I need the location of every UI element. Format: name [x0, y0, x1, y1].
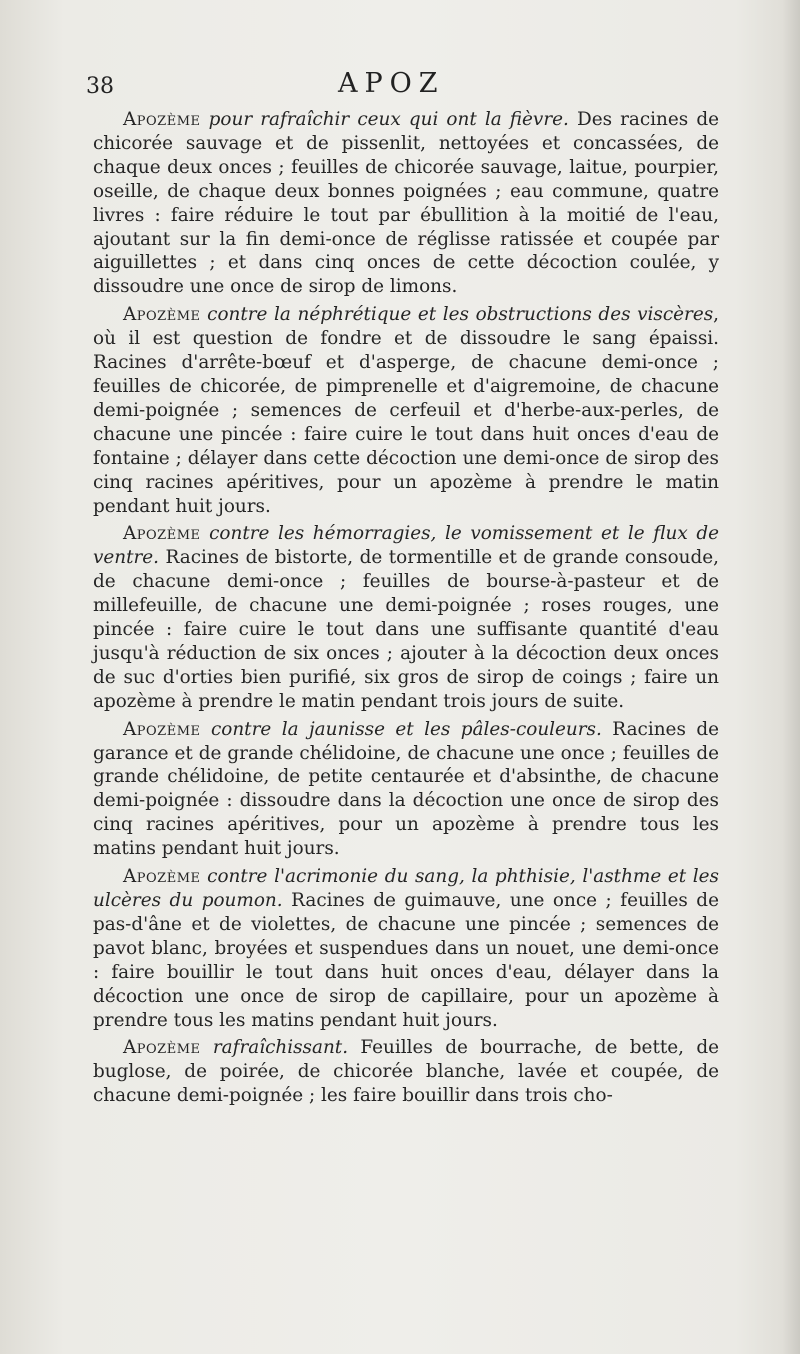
- entry-head-word: Apozème: [123, 866, 201, 888]
- entry-body: Racines de guimauve, une once ; feuilles de pas-d'âne et de violettes, de chacune une pincée ; semences de pavot blanc, broyées et suspendues dans un nouet, une demi-once : faire bouillir le tout dans huit onces d'eau, délayer dans la décoction une once de sirop de capillaire, pour un apozème à prendre tous les matins pendant huit jours.: [93, 890, 719, 1031]
- entry-body: Feuilles de bourrache, de bette, de buglose, de poirée, de chicorée blanche, lavée et coupée, de chacune demi-poignée ; les faire bouillir dans trois cho-: [93, 1037, 719, 1107]
- entry-head-word: Apozème: [123, 304, 201, 326]
- entry-subject: contre la néphrétique et les obstructions des viscères: [207, 304, 714, 326]
- running-head: APOZ: [338, 68, 445, 99]
- entry-body: Des racines de chicorée sauvage et de pissenlit, nettoyées et concassées, de chaque deux onces ; feuilles de chicorée sauvage, laitue, pourpier, oseille, de chaque deux bonnes poignées ; eau commune, quatre livres : faire réduire le tout par ébullition à la moitié de l'eau, ajoutant sur la fin demi-once de réglisse ratissée et coupée par aiguillettes ; et dans cinq onces de cette décoction coulée, y dissoudre une once de sirop de limons.: [93, 109, 719, 298]
- entry-head-word: Apozème: [123, 1037, 201, 1059]
- entry-head-word: Apozème: [123, 523, 201, 545]
- entry-subject: contre l'acrimonie du sang, la phthisie, l'asthme et les ulcères du poumon.: [93, 866, 719, 911]
- entry-fever: [93, 108, 719, 299]
- entry-subject: rafraîchissant.: [212, 1037, 349, 1059]
- page-header: [86, 68, 726, 108]
- entry-body: Racines de garance et de grande chélidoine, de chacune une once ; feuilles de grande chélidoine, de petite centaurée et d'absinthe, de chacune demi-poignée : dissoudre dans la décoction une once de sirop des cinq racines apéritives, pour un apozème à prendre tous les matins pendant huit jours.: [93, 718, 719, 860]
- entry-head-word: Apozème: [123, 718, 201, 740]
- entry-subject: pour rafraîchir ceux qui ont la fièvre.: [208, 109, 569, 130]
- entry-refreshing: [93, 1036, 719, 1108]
- entry-head-word: Apozème: [123, 109, 201, 130]
- entry-acrimony: [93, 865, 719, 1032]
- entry-jaundice: [93, 718, 719, 861]
- entry-hemorrhages: [93, 522, 719, 713]
- entry-subject: contre les hémorragies, le vomissement et le flux de ventre.: [93, 523, 719, 569]
- entry-subject: contre la jaunisse et les pâles-couleurs.: [210, 718, 602, 740]
- entry-body: Racines de bistorte, de tormentille et de grande consoude, de chacune demi-once ; feuilles de bourse-à-pasteur et de millefeuille, de chacune une demi-poignée ; roses rouges, une pincée : faire cuire le tout dans une suffisante quantité d'eau jusqu'à réduction de six onces ; ajouter à la décoction deux onces de suc d'orties bien purifié, six gros de sirop de coings ; faire un apozème à prendre le matin pendant trois jours de suite.: [93, 547, 719, 712]
- entry-nephritic: [93, 303, 719, 518]
- page-edge-shadow: [782, 0, 800, 1354]
- entry-body: , où il est question de fondre et de dissoudre le sang épaissi. Racines d'arrête-bœuf et d'asperge, de chacune demi-once ; feuilles de chicorée, de pimprenelle et d'aigremoine, de chacune demi-poignée ; semences de cerfeuil et d'herbe-aux-perles, de chacune une pincée : faire cuire le tout dans huit onces d'eau de fontaine ; délayer dans cette décoction une demi-once de sirop des cinq racines apéritives, pour un apozème à prendre le matin pendant huit jours.: [93, 304, 719, 517]
- body-text: [93, 108, 719, 1112]
- page-number: 38: [86, 74, 114, 99]
